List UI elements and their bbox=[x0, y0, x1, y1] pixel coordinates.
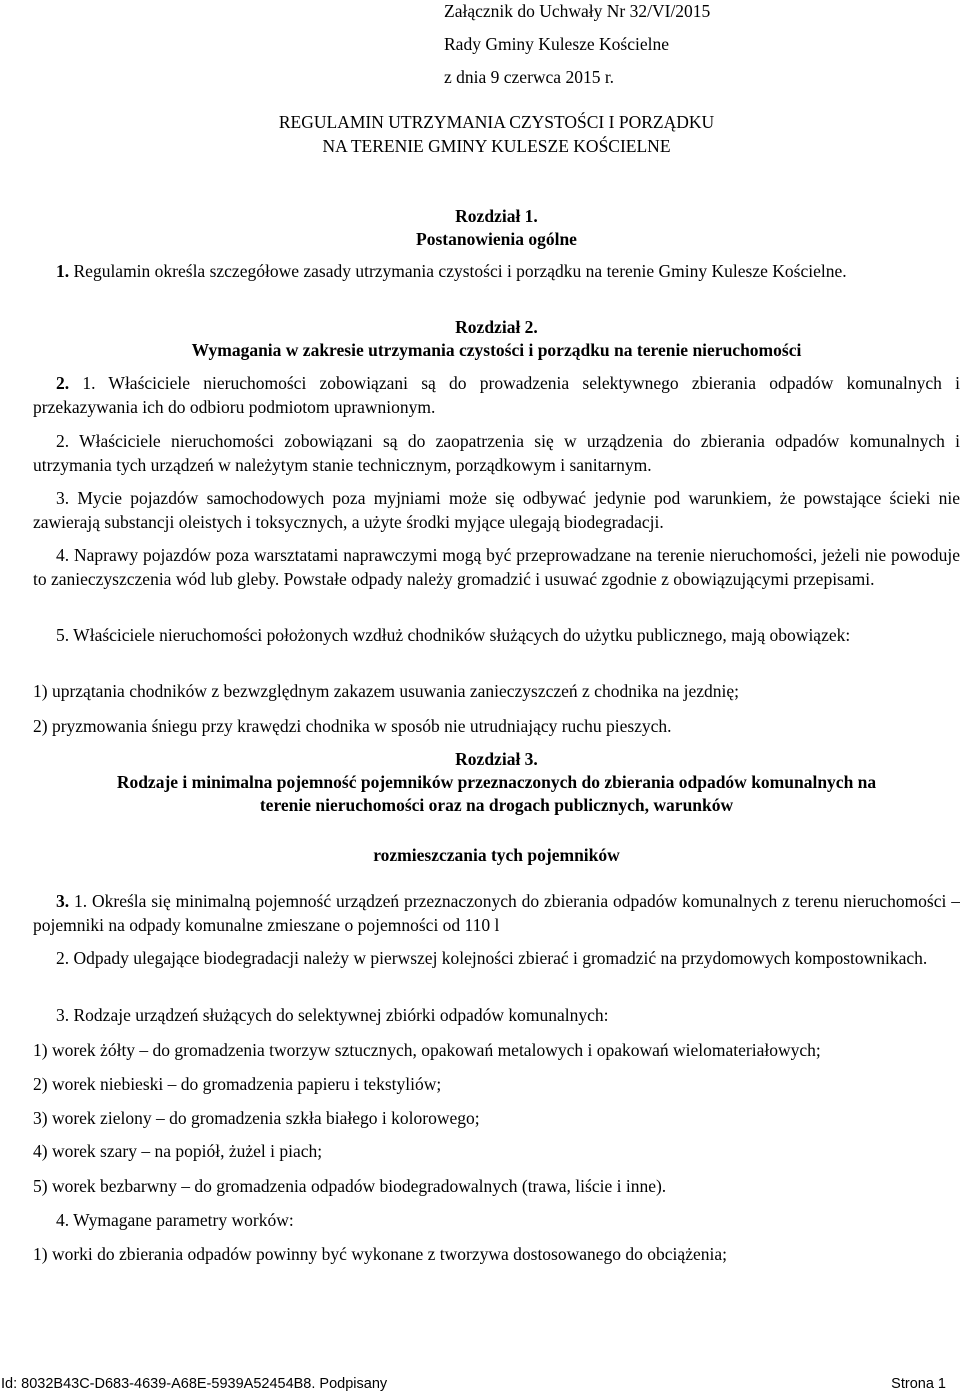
page-footer bbox=[0, 1374, 960, 1394]
section-2-paragraph-5 bbox=[33, 623, 960, 647]
regulation-title-line-2: NA TERENIE GMINY KULESZE KOŚCIELNE bbox=[322, 136, 671, 156]
section-3-p2-text: 2. Odpady ulegające biodegradacji należy w pierwszej kolejności zbierać i gromadzić na przydomowych kompostownikach. bbox=[56, 948, 928, 968]
section-3-p1-text: 1. Określa się minimalną pojemność urządzeń przeznaczonych do zbierania odpadów komunalnych z terenu nieruchomości – pojemniki na odpady komunalne zmieszane o pojemności od 110 l bbox=[33, 891, 960, 935]
section-2-paragraph-1 bbox=[33, 371, 960, 419]
chapter-1-label: Rozdział 1. bbox=[455, 206, 538, 226]
annex-line-3: z dnia 9 czerwca 2015 r. bbox=[444, 67, 615, 87]
section-2-paragraph-4 bbox=[33, 543, 960, 591]
section-3-number: 3. bbox=[56, 891, 70, 911]
section-3-p3-text: 3. Rodzaje urządzeń służących do selektywnej zbiórki odpadów komunalnych: bbox=[56, 1005, 609, 1025]
section-2-p5-item-1: 1) uprzątania chodników z bezwzględnym zakazem usuwania zanieczyszczeń z chodnika na jezdnię; bbox=[33, 681, 739, 701]
page-number: Strona 1 bbox=[891, 1376, 946, 1392]
chapter-2-name: Wymagania w zakresie utrzymania czystości i porządku na terenie nieruchomości bbox=[191, 340, 802, 360]
section-2-p2-text: 2. Właściciele nieruchomości zobowiązani są do zaopatrzenia się w urządzenia do zbierania odpadów komunalnych i utrzymania tych urządzeń w należytym stanie technicznym, porządkowym i sanitarnym. bbox=[33, 431, 960, 475]
section-3-p4-item-1: 1) worki do zbierania odpadów powinny być wykonane z tworzywa dostosowanego do obciążenia; bbox=[33, 1244, 727, 1264]
document-id: Id: 8032B43C-D683-4639-A68E-5939A52454B8. Podpisany bbox=[1, 1376, 388, 1392]
section-3-paragraph-4 bbox=[33, 1208, 960, 1232]
bag-item-green: 3) worek zielony – do gromadzenia szkła białego i kolorowego; bbox=[33, 1108, 480, 1128]
bag-item-blue: 2) worek niebieski – do gromadzenia papieru i tekstyliów; bbox=[33, 1074, 442, 1094]
section-1-paragraph bbox=[33, 259, 960, 283]
chapter-3-name-line-2: terenie nieruchomości oraz na drogach publicznych, warunków bbox=[259, 795, 734, 815]
chapter-3-label: Rozdział 3. bbox=[455, 749, 538, 769]
chapter-2-label: Rozdział 2. bbox=[455, 317, 538, 337]
section-3-paragraph-3 bbox=[33, 1003, 960, 1027]
chapter-3-name-line-1: Rodzaje i minimalna pojemność pojemników przeznaczonych do zbierania odpadów komunalnych na bbox=[116, 772, 877, 792]
section-3-paragraph-1 bbox=[33, 889, 960, 937]
bag-item-transparent: 5) worek bezbarwny – do gromadzenia odpadów biodegradowalnych (trawa, liście i inne). bbox=[33, 1176, 667, 1196]
section-2-p1-text: 1. Właściciele nieruchomości zobowiązani są do prowadzenia selektywnego zbierania odpadów komunalnych i przekazywania ich do odbioru podmiotom uprawnionym. bbox=[33, 373, 960, 417]
chapter-1-name: Postanowienia ogólne bbox=[416, 229, 577, 249]
section-2-p3-text: 3. Mycie pojazdów samochodowych poza myjniami może się odbywać jedynie pod warunkiem, że powstające ścieki nie zawierają substancji oleistych i toksycznych, a użyte środki myjące ulegają biodegradacji. bbox=[33, 488, 960, 532]
section-2-paragraph-2 bbox=[33, 429, 960, 477]
chapter-3-name-line-3: rozmieszczania tych pojemników bbox=[373, 845, 620, 865]
annex-line-1: Załącznik do Uchwały Nr 32/VI/2015 bbox=[444, 1, 711, 21]
annex-line-2: Rady Gminy Kulesze Kościelne bbox=[444, 34, 670, 54]
section-2-p4-text: 4. Naprawy pojazdów poza warsztatami naprawczymi mogą być przeprowadzane na terenie nieruchomości, jeżeli nie powoduje to zanieczyszczenia wód lub gleby. Powstałe odpady należy gromadzić i usuwać zgodnie z obowiązującymi przepisami. bbox=[33, 545, 960, 589]
section-3-p4-text: 4. Wymagane parametry worków: bbox=[56, 1210, 294, 1230]
section-2-p5-item-2: 2) pryzmowania śniegu przy krawędzi chodnika w sposób nie utrudniający ruchu pieszych. bbox=[33, 716, 672, 736]
regulation-title-line-1: REGULAMIN UTRZYMANIA CZYSTOŚCI I PORZĄDKU bbox=[278, 112, 715, 132]
bag-item-grey: 4) worek szary – na popiół, żużel i piach; bbox=[33, 1141, 323, 1161]
section-2-p5-text: 5. Właściciele nieruchomości położonych wzdłuż chodników służących do użytku publicznego, mają obowiązek: bbox=[56, 625, 851, 645]
section-1-number: 1. bbox=[56, 261, 70, 281]
section-2-paragraph-3 bbox=[33, 486, 960, 534]
section-3-paragraph-2 bbox=[33, 946, 960, 970]
bag-item-yellow: 1) worek żółty – do gromadzenia tworzyw sztucznych, opakowań metalowych i opakowań wielomateriałowych; bbox=[33, 1040, 821, 1060]
section-1-text: Regulamin określa szczegółowe zasady utrzymania czystości i porządku na terenie Gminy Kulesze Kościelne. bbox=[73, 261, 847, 281]
section-2-number: 2. bbox=[56, 373, 70, 393]
